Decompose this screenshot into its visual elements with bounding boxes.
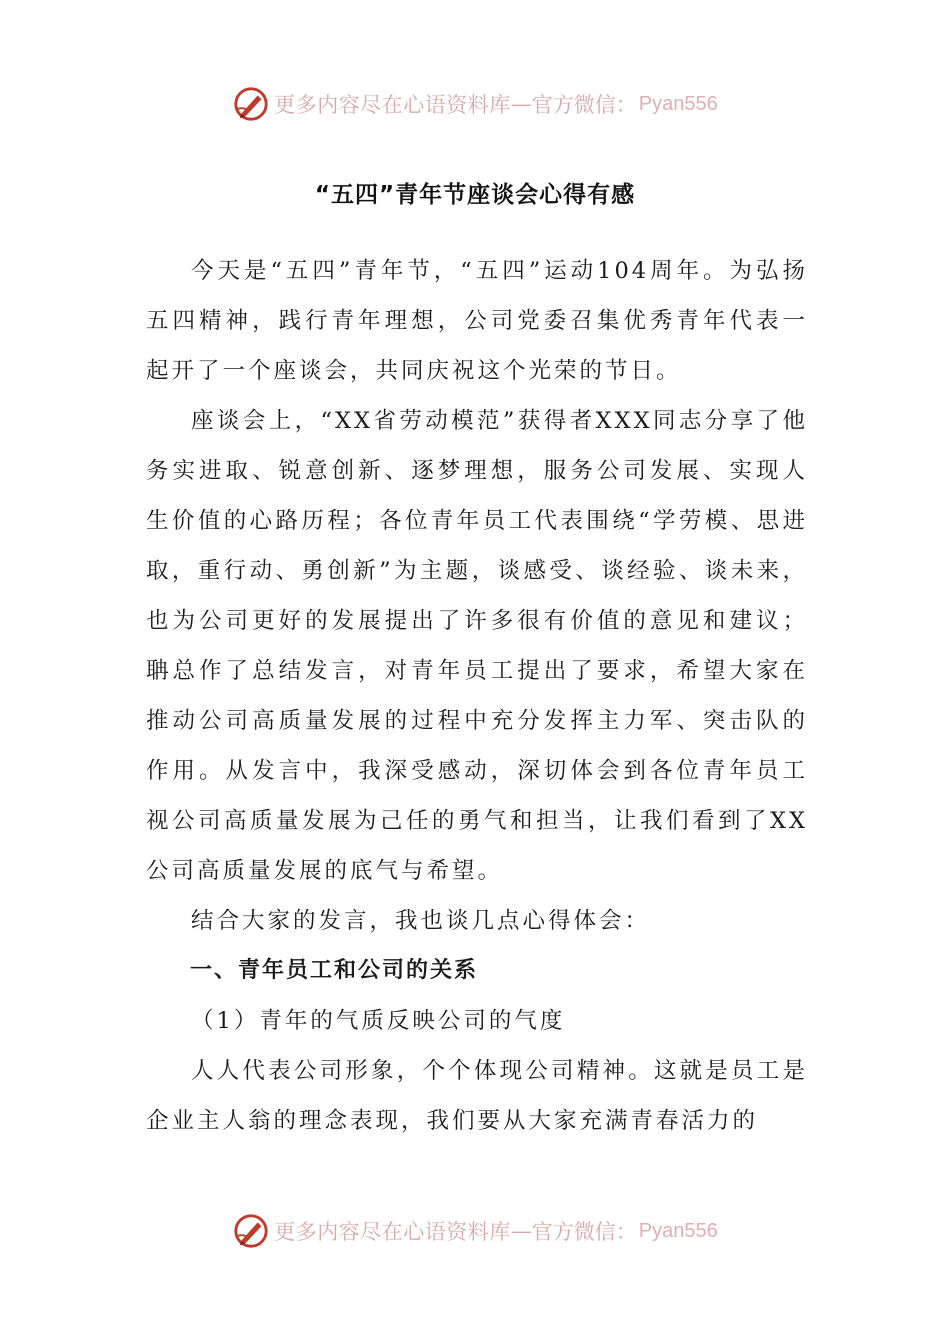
section-heading: 一、青年员工和公司的关系 — [190, 958, 479, 983]
paragraph: 人人代表公司形象，个个体现公司精神。这就是员工是企业主人翁的理念表现，我们要从大家充满青春活力的 — [146, 1058, 808, 1134]
page-title: “五四”青年节座谈会心得有感 — [314, 182, 636, 208]
watermark-wechat-label: 官方微信： — [531, 93, 637, 117]
header-watermark — [0, 82, 950, 126]
document-body — [146, 246, 808, 1146]
watermark-separator: — — [510, 1219, 532, 1243]
paragraph: 结合大家的发言，我也谈几点心得体会： — [191, 908, 651, 934]
paragraph: 今天是“五四”青年节，“五四”运动104周年。为弘扬五四精神，践行青年理想，公司党委召集优秀青年代表一起开了一个座谈会，共同庆祝这个光荣的节日。 — [146, 258, 808, 384]
watermark-wechat-id: Pyan556 — [638, 92, 718, 115]
footer-watermark — [0, 1209, 950, 1253]
watermark-slogan: 更多内容尽在心语资料库 — [274, 93, 511, 117]
watermark-wechat-label: 官方微信： — [531, 1220, 637, 1244]
sub-heading: （1）青年的气质反映公司的气度 — [191, 1008, 566, 1034]
paragraph: 座谈会上，“XX省劳动模范”获得者XXX同志分享了他务实进取、锐意创新、逐梦理想，服务公司发展、实现人生价值的心路历程；各位青年员工代表围绕“学劳模、思进取，重行动、勇创新”为主题，谈感受、谈经验、谈未来，也为公司更好的发展提出了许多很有价值的意见和建议；聃总作了总结发言，对青年员工提出了要求，希望大家在推动公司高质量发展的过程中充分发挥主力军、突击队的作用。从发言中，我深受感动，深切体会到各位青年员工视公司高质量发展为己任的勇气和担当，让我们看到了XX公司高质量发展的底气与希望。 — [146, 408, 808, 884]
pen-logo-icon — [232, 1212, 270, 1250]
watermark-wechat-id: Pyan556 — [638, 1219, 718, 1242]
pen-logo-icon — [232, 85, 270, 123]
watermark-separator: — — [510, 92, 532, 116]
watermark-slogan: 更多内容尽在心语资料库 — [274, 1220, 511, 1244]
